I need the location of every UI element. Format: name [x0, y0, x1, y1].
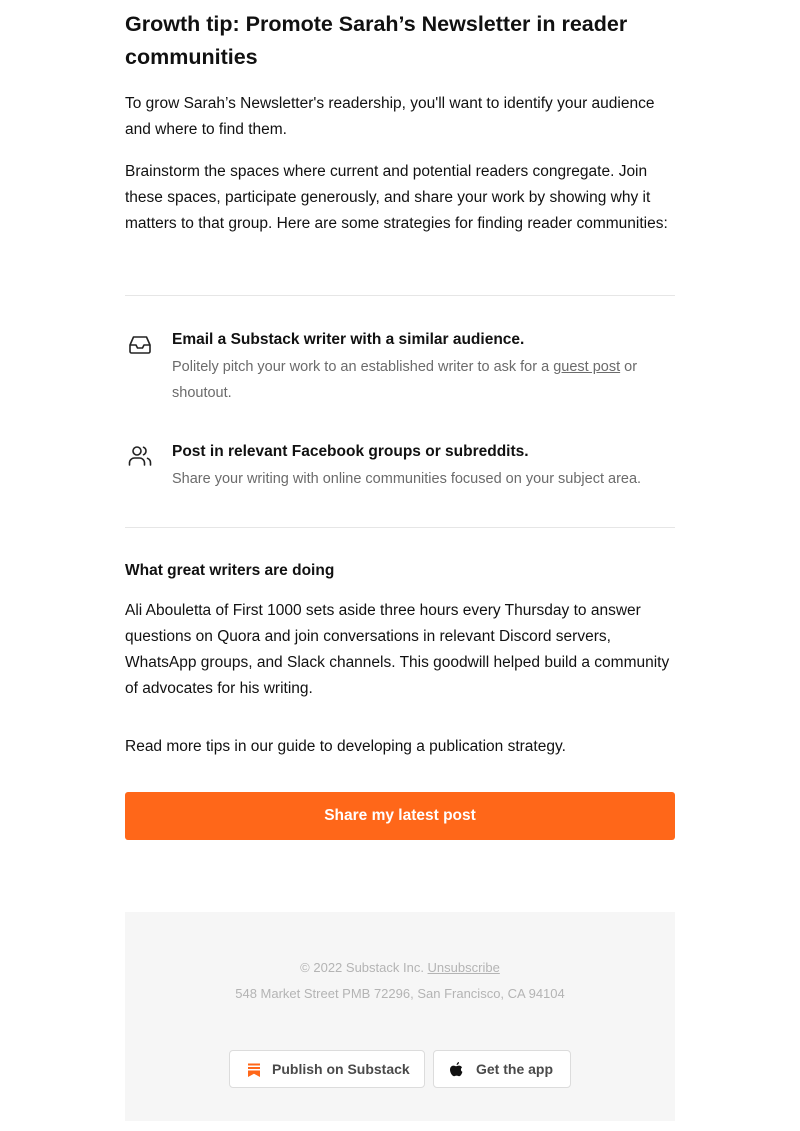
- get-app-label: Get the app: [476, 1061, 554, 1077]
- divider: [125, 295, 675, 296]
- intro-paragraph: To grow Sarah’s Newsletter's readership, you'll want to identify your audience and where to find them.: [125, 95, 655, 138]
- more-tips-text: Read more tips in our guide to developing a publication strategy.: [125, 738, 566, 755]
- apple-icon: [448, 1061, 464, 1079]
- strategy-description: Share your writing with online communities focused on your subject area.: [172, 471, 642, 487]
- inbox-icon: [127, 332, 153, 358]
- copyright-text: © 2022 Substack Inc.: [300, 960, 428, 975]
- publish-label: Publish on Substack: [272, 1061, 410, 1077]
- strategy-heading: Email a Substack writer with a similar audience.: [172, 331, 525, 348]
- publish-on-substack-button[interactable]: [229, 1050, 425, 1088]
- section-heading: What great writers are doing: [125, 562, 335, 579]
- writer-story: Ali Abouletta of First 1000 sets aside three hours every Thursday to answer questions on Quora and join conversations in relevant Discord servers, WhatsApp groups, and Slack channels. This goodwill helped build a community of advocates for his writing.: [125, 602, 670, 697]
- intro-paragraph: Brainstorm the spaces where current and potential readers congregate. Join these spaces, participate generously, and share your work by showing why it matters to that group. Here are some strategies for finding reader communities:: [125, 163, 668, 232]
- strategy-heading: Post in relevant Facebook groups or subreddits.: [172, 443, 529, 460]
- page-title: Growth tip: Promote Sarah’s Newsletter in reader communities: [125, 12, 628, 69]
- divider: [125, 527, 675, 528]
- footer: [125, 912, 675, 1121]
- substack-logo-icon: [246, 1062, 262, 1078]
- address: 548 Market Street PMB 72296, San Francisco, CA 94104: [235, 986, 565, 1001]
- users-icon: [127, 443, 153, 469]
- get-the-app-button[interactable]: [433, 1050, 571, 1088]
- unsubscribe-link[interactable]: Unsubscribe: [427, 960, 500, 975]
- share-latest-post-button[interactable]: Share my latest post: [125, 792, 675, 840]
- strategy-description: Politely pitch your work to an established writer to ask for a guest post or shoutout.: [172, 359, 638, 401]
- copyright-line: [125, 958, 675, 978]
- guest-post-link[interactable]: guest post: [553, 359, 621, 375]
